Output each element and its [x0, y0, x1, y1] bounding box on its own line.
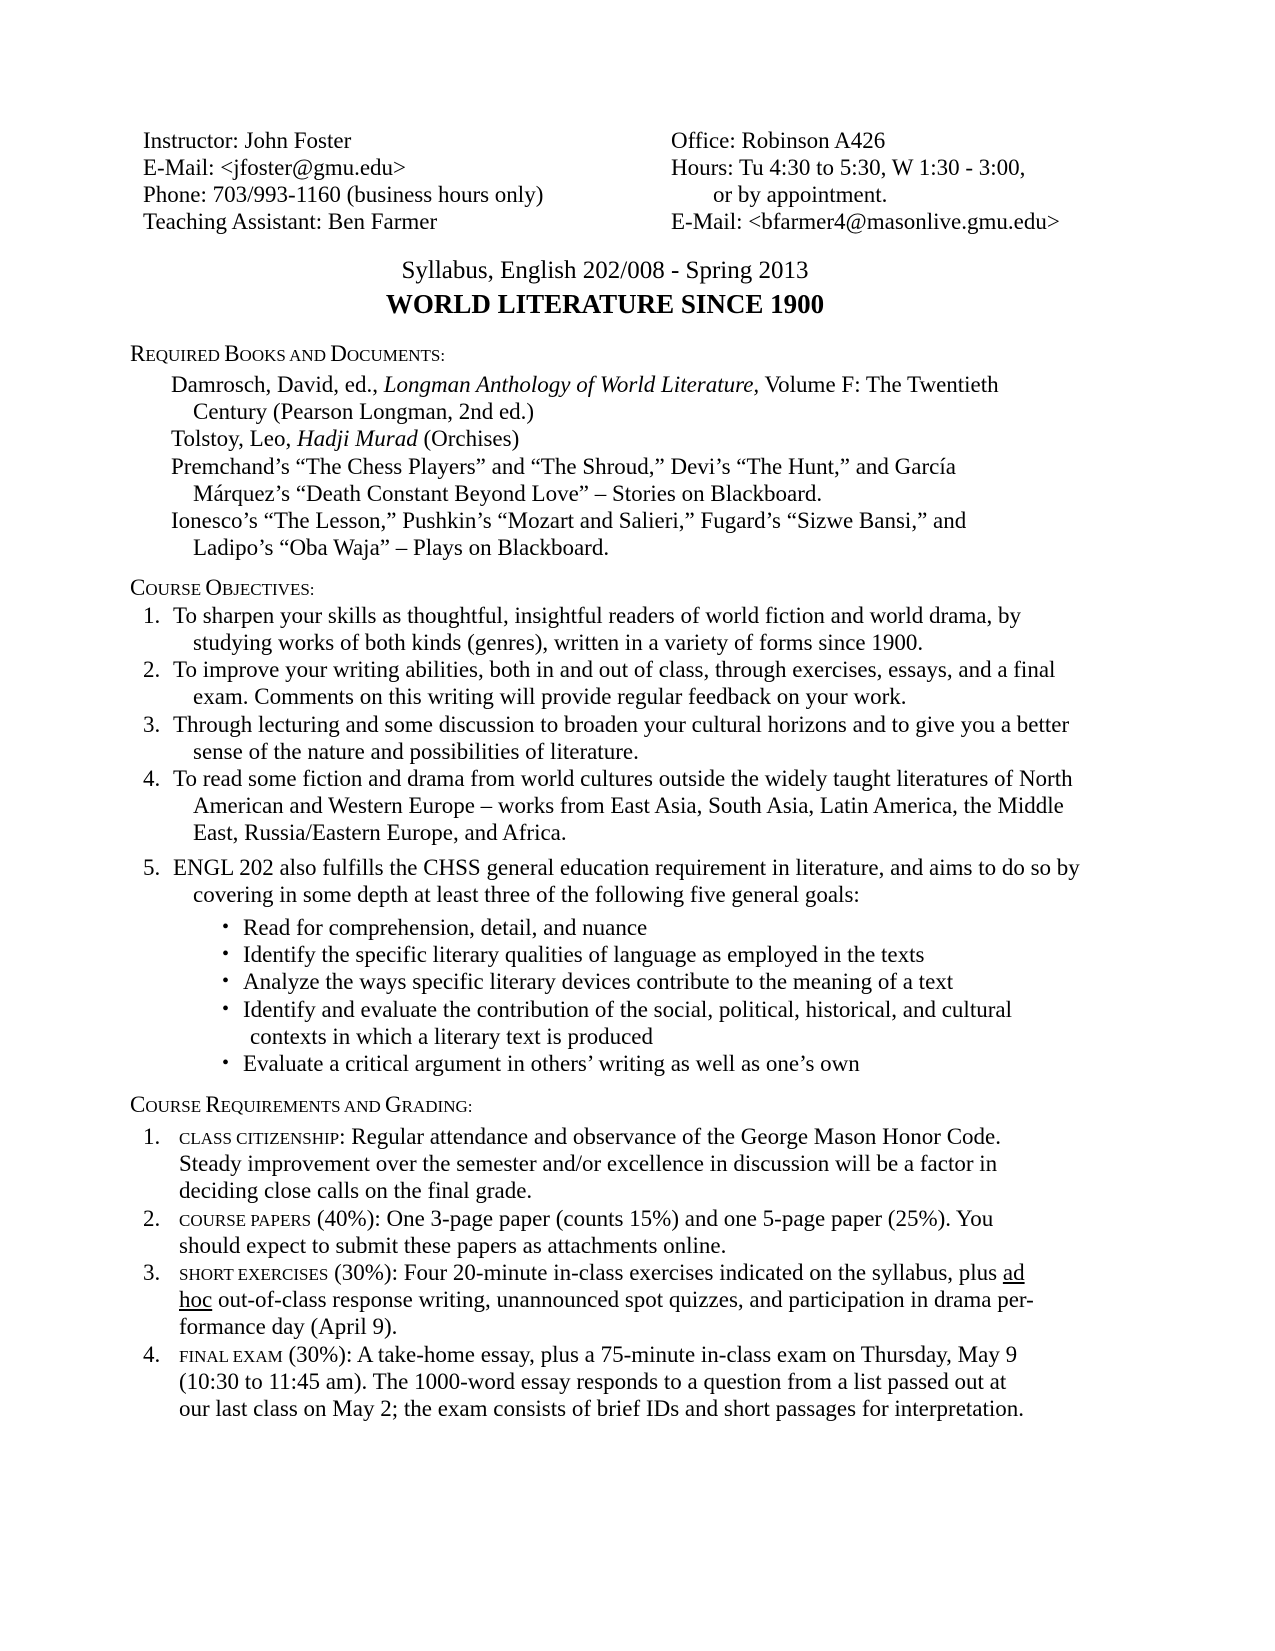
objective-line: exam. Comments on this writing will provide regular feedback on your work.: [193, 684, 907, 709]
instructor-line: Instructor: John Foster: [143, 128, 352, 153]
requirement-line: Steady improvement over the semester and/or excellence in discussion will be a factor in: [179, 1151, 998, 1176]
objective-line: To read some fiction and drama from world cultures outside the widely taught literatures of North: [173, 766, 1073, 791]
objective-line: ENGL 202 also fulfills the CHSS general education requirement in literature, and aims to do so by: [173, 855, 1080, 880]
requirement-number: 4.: [143, 1342, 161, 1367]
objective-number: 3.: [143, 712, 161, 737]
objective-number: 1.: [143, 603, 161, 628]
objective-line: studying works of both kinds (genres), written in a variety of forms since 1900.: [193, 630, 924, 655]
requirement-line: deciding close calls on the final grade.: [179, 1178, 533, 1203]
objective-line: Through lecturing and some discussion to broaden your cultural horizons and to give you a better: [173, 712, 1070, 737]
requirement-course-papers: COURSE PAPERS (40%): One 3-page paper (counts 15%) and one 5-page paper (25%). You: [179, 1206, 994, 1231]
office-line: Office: Robinson A426: [671, 128, 886, 153]
goal-item: Analyze the ways specific literary devices contribute to the meaning of a text: [243, 969, 954, 994]
book-damrosch-continuation: Century (Pearson Longman, 2nd ed.): [193, 399, 535, 424]
book-tolstoy: Tolstoy, Leo, Hadji Murad (Orchises): [171, 426, 520, 451]
required-books-heading: REQUIRED BOOKS AND DOCUMENTS:: [130, 341, 446, 366]
book-stories: Premchand’s “The Chess Players” and “The Shroud,” Devi’s “The Hunt,” and García: [171, 454, 956, 479]
syllabus-subtitle: Syllabus, English 202/008 - Spring 2013: [401, 257, 809, 284]
objective-line: sense of the nature and possibilities of literature.: [193, 739, 639, 764]
requirement-class-citizenship: CLASS CITIZENSHIP: Regular attendance and observance of the George Mason Honor Code.: [179, 1124, 1001, 1149]
requirement-line: (10:30 to 11:45 am). The 1000-word essay responds to a question from a list passed out at: [179, 1369, 1007, 1394]
objective-line: American and Western Europe – works from East Asia, South Asia, Latin America, the Middle: [193, 793, 1064, 818]
requirement-final-exam: FINAL EXAM (30%): A take-home essay, plus a 75-minute in-class exam on Thursday, May 9: [179, 1342, 1018, 1367]
requirement-line: should expect to submit these papers as attachments online.: [179, 1233, 727, 1258]
requirement-number: 2.: [143, 1206, 161, 1231]
bullet-icon: •: [222, 943, 230, 965]
bullet-icon: •: [222, 970, 230, 992]
objective-number: 2.: [143, 657, 161, 682]
objective-line: East, Russia/Eastern Europe, and Africa.: [193, 820, 567, 845]
requirement-line: hoc out-of-class response writing, unannounced spot quizzes, and participation in drama per-: [179, 1287, 1034, 1312]
bullet-icon: •: [222, 916, 230, 938]
hours-line: Hours: Tu 4:30 to 5:30, W 1:30 - 3:00,: [671, 155, 1026, 180]
goal-item: Identify and evaluate the contribution of the social, political, historical, and cultural: [243, 997, 1012, 1022]
ta-email-line: E-Mail: <bfarmer4@masonlive.gmu.edu>: [671, 209, 1060, 234]
course-objectives-heading: COURSE OBJECTIVES:: [130, 575, 315, 600]
objective-number: 4.: [143, 766, 161, 791]
requirement-short-exercises: SHORT EXERCISES (30%): Four 20-minute in-class exercises indicated on the syllabus, plus ad: [179, 1260, 1025, 1285]
course-title: WORLD LITERATURE SINCE 1900: [385, 289, 825, 319]
goal-item: Read for comprehension, detail, and nuance: [243, 915, 648, 940]
goal-item: Identify the specific literary qualities of language as employed in the texts: [243, 942, 925, 967]
bullet-icon: •: [222, 1052, 230, 1074]
objective-number: 5.: [143, 855, 161, 880]
bullet-icon: •: [222, 998, 230, 1020]
hours-continuation-line: or by appointment.: [713, 182, 888, 207]
course-requirements-heading: COURSE REQUIREMENTS AND GRADING:: [130, 1092, 473, 1117]
book-damrosch: Damrosch, David, ed., Longman Anthology of World Literature, Volume F: The Twentieth: [171, 372, 999, 397]
requirement-number: 1.: [143, 1124, 161, 1149]
teaching-assistant-line: Teaching Assistant: Ben Farmer: [143, 209, 438, 234]
goal-item-continuation: contexts in which a literary text is produced: [250, 1024, 654, 1049]
requirement-line: our last class on May 2; the exam consists of brief IDs and short passages for interpretation.: [179, 1396, 1025, 1421]
goal-item: Evaluate a critical argument in others’ writing as well as one’s own: [243, 1051, 860, 1076]
objective-line: covering in some depth at least three of the following five general goals:: [193, 882, 860, 907]
requirement-line: formance day (April 9).: [179, 1314, 398, 1339]
book-plays-continuation: Ladipo’s “Oba Waja” – Plays on Blackboard.: [193, 535, 610, 560]
book-stories-continuation: Márquez’s “Death Constant Beyond Love” – Stories on Blackboard.: [193, 481, 823, 506]
objective-line: To improve your writing abilities, both in and out of class, through exercises, essays, and a final: [173, 657, 1056, 682]
objective-line: To sharpen your skills as thoughtful, insightful readers of world fiction and world drama, by: [173, 603, 1021, 628]
instructor-email-line: E-Mail: <jfoster@gmu.edu>: [143, 155, 407, 180]
instructor-phone-line: Phone: 703/993-1160 (business hours only): [143, 182, 544, 207]
book-plays: Ionesco’s “The Lesson,” Pushkin’s “Mozart and Salieri,” Fugard’s “Sizwe Bansi,” and: [171, 508, 967, 533]
requirement-number: 3.: [143, 1260, 161, 1285]
